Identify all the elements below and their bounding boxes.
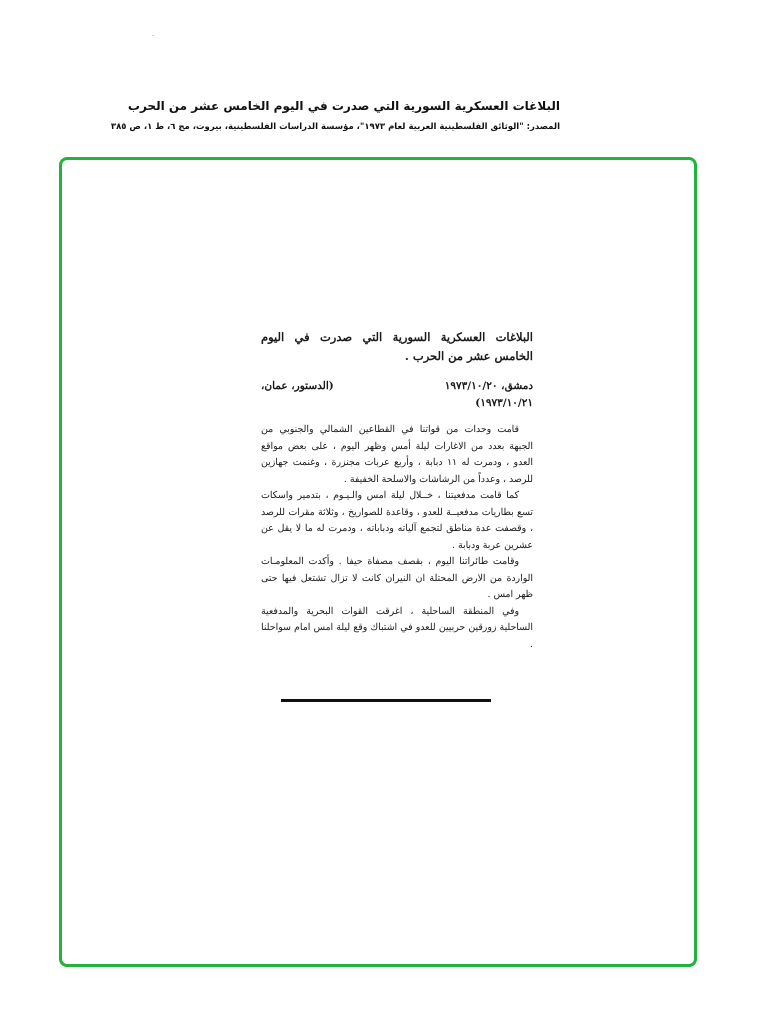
article-title: البلاغات العسكرية السورية التي صدرت في اليوم الخامس عشر من الحرب . xyxy=(261,330,533,363)
article-paragraph: وفي المنطقة الساحلية ، اغرقت القوات البحرية والمدفعية الساحلية زورقين حربيين للعدو في اشتباك وقع ليلة امس امام سواحلنا . xyxy=(261,605,533,650)
page-header xyxy=(110,96,560,134)
article-paragraph: كما قامت مدفعيتنا ، خــلال ليلة امس والـيـوم ، بتدمير واسكات تسع بطاريات مدفعيــة للعدو ، وقاعدة للصواريخ ، وثلاثة مقرات للرصد ، وقصفت عدة مناطق لتجمع آلياته ودباباته ، ودمرت له ما لا يقل عن عشرين عربة ودبابة . xyxy=(261,490,533,551)
dateline-newspaper-date: ١٩٧٣/١٠/٢١) xyxy=(475,397,533,409)
article-paragraph: قامت وحدات من قواتنا في القطاعين الشمالي والجنوبي من الجبهة بعدد من الاغارات ليلة أمس وظهر اليوم ، على بعض مواقع العدو ، ودمرت له ١١ دبابة ، وأربع عربات مجنزرة ، وغنمت جهازين للرصد ، وعدداً من الرشاشات والاسلحة الخفيفة . xyxy=(261,424,533,485)
dateline-newspaper: (الدستور، عمان، xyxy=(261,380,334,392)
scanned-article xyxy=(261,328,533,653)
scan-speck xyxy=(152,35,154,36)
page-title: البلاغات العسكرية السورية التي صدرت في اليوم الخامس عشر من الحرب xyxy=(127,99,560,113)
article-dateline xyxy=(261,378,533,395)
article-paragraph: وقامت طائراتنا اليوم ، بقصف مصفاة حيفا . وأكدت المعلومـات الواردة من الارض المحتلة ان النيران كانت لا تزال تشتعل فيها حتى ظهر امس . xyxy=(261,556,533,600)
end-rule xyxy=(281,699,491,702)
dateline-place-date: دمشق، ١٩٧٣/١٠/٢٠ xyxy=(444,380,533,392)
source-citation: المصدر: "الوثائق الفلسطينية العربية لعام ١٩٧٣"، مؤسسة الدراسات الفلسطينية، بيروت، مج ٦، ط ١، ص ٣٨٥ xyxy=(110,122,560,132)
